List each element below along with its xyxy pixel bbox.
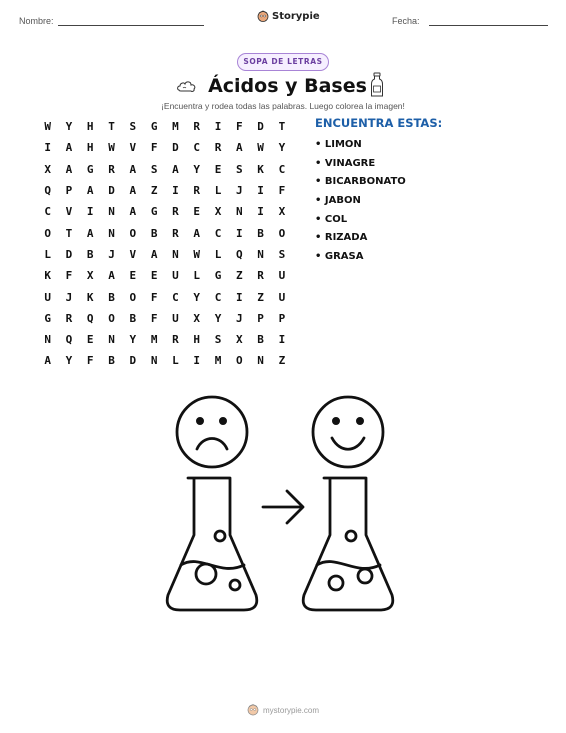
word-list-item: • COL — [315, 213, 348, 225]
page-title: Ácidos y Bases — [208, 75, 367, 97]
happy-face-icon — [313, 397, 383, 467]
grid-letter[interactable]: C — [278, 162, 286, 176]
grid-letter[interactable]: J — [236, 184, 243, 198]
grid-letter[interactable]: S — [236, 162, 243, 176]
grid-letter[interactable]: Q — [86, 311, 94, 325]
grid-letter[interactable]: Q — [65, 333, 73, 347]
grid-letter[interactable]: I — [214, 120, 222, 134]
grid-letter[interactable]: Y — [278, 141, 286, 155]
milk-bottle-icon — [370, 72, 384, 98]
grid-letter[interactable]: L — [214, 247, 222, 261]
grid-letter[interactable]: Y — [65, 354, 73, 368]
storypie-mascot-icon — [257, 10, 269, 22]
grid-letter[interactable]: R — [172, 205, 179, 219]
grid-letter[interactable]: I — [236, 226, 243, 240]
grid-letter[interactable]: T — [108, 120, 115, 134]
grid-letter[interactable]: J — [236, 311, 243, 325]
grid-letter[interactable]: E — [86, 333, 94, 347]
grid-letter[interactable]: A — [44, 354, 51, 368]
grid-letter[interactable]: N — [172, 247, 179, 261]
word-list-item: • RIZADA — [315, 232, 368, 244]
grid-letter[interactable]: E — [150, 269, 158, 283]
grid-letter[interactable]: U — [172, 269, 179, 283]
grid-letter[interactable]: G — [44, 311, 51, 325]
sad-face-icon — [177, 397, 247, 467]
grid-letter[interactable]: Z — [150, 184, 158, 198]
grid-letter[interactable]: R — [108, 162, 115, 176]
grid-letter[interactable]: E — [214, 162, 222, 176]
grid-letter[interactable]: M — [150, 333, 158, 347]
storypie-mascot-icon — [247, 703, 259, 717]
grid-letter[interactable]: B — [86, 247, 94, 261]
grid-letter[interactable]: O — [129, 290, 137, 304]
grid-letter[interactable]: D — [129, 354, 137, 368]
word-list-item: • GRASA — [315, 251, 364, 263]
grid-letter[interactable]: R — [193, 120, 201, 134]
grid-letter[interactable]: R — [172, 226, 179, 240]
grid-letter[interactable]: Z — [257, 290, 264, 304]
grid-letter[interactable]: Q — [236, 247, 243, 261]
grid-letter[interactable]: S — [150, 162, 158, 176]
grid-letter[interactable]: R — [214, 141, 222, 155]
grid-letter[interactable]: C — [193, 141, 201, 155]
word-search-grid[interactable] — [37, 116, 293, 372]
grid-letter[interactable]: H — [86, 141, 94, 155]
grid-letter[interactable]: X — [214, 205, 222, 219]
grid-letter[interactable]: A — [86, 184, 94, 198]
grid-letter[interactable]: R — [193, 184, 201, 198]
date-field-line[interactable] — [429, 25, 548, 26]
grid-letter[interactable]: D — [172, 141, 179, 155]
grid-letter[interactable]: R — [65, 311, 73, 325]
grid-letter[interactable]: Y — [214, 311, 222, 325]
grid-letter[interactable]: I — [278, 333, 286, 347]
grid-letter[interactable]: S — [214, 333, 222, 347]
grid-letter[interactable]: Y — [193, 290, 201, 304]
grid-letter[interactable]: P — [65, 184, 73, 198]
grid-letter[interactable]: K — [44, 269, 51, 283]
word-list-title: ENCUENTRA ESTAS: — [315, 116, 443, 130]
grid-letter[interactable]: V — [129, 247, 137, 261]
grid-letter[interactable]: F — [236, 120, 243, 134]
grid-letter[interactable]: R — [172, 333, 179, 347]
grid-letter[interactable]: W — [44, 120, 51, 134]
grid-letter[interactable]: S — [129, 120, 137, 134]
name-label: Nombre: — [19, 16, 54, 26]
grid-letter[interactable]: L — [44, 247, 51, 261]
grid-letter[interactable]: N — [44, 333, 51, 347]
grid-letter[interactable]: B — [257, 333, 264, 347]
grid-letter[interactable]: R — [257, 269, 264, 283]
grid-letter[interactable]: N — [236, 205, 243, 219]
grid-letter[interactable]: K — [86, 290, 94, 304]
grid-letter[interactable]: F — [150, 311, 158, 325]
grid-letter[interactable]: A — [150, 247, 158, 261]
grid-letter[interactable]: I — [44, 141, 51, 155]
name-field-line[interactable] — [58, 25, 204, 26]
grid-letter[interactable]: A — [86, 226, 94, 240]
grid-letter[interactable]: O — [278, 226, 286, 240]
grid-letter[interactable]: U — [44, 290, 51, 304]
grid-letter[interactable]: B — [108, 290, 115, 304]
grid-letter[interactable]: L — [172, 354, 179, 368]
grid-letter[interactable]: J — [65, 290, 73, 304]
grid-letter[interactable]: C — [214, 226, 222, 240]
grid-letter[interactable]: D — [257, 120, 264, 134]
word-list — [315, 116, 442, 267]
grid-letter[interactable]: G — [150, 205, 158, 219]
grid-letter[interactable]: A — [65, 162, 73, 176]
grid-letter[interactable]: F — [278, 184, 286, 198]
grid-letter[interactable]: U — [172, 311, 179, 325]
grid-letter[interactable]: J — [108, 247, 115, 261]
base-flask-icon — [303, 478, 393, 610]
grid-letter[interactable]: X — [278, 205, 286, 219]
footer — [0, 703, 566, 717]
grid-letter[interactable]: D — [65, 247, 73, 261]
grid-letter[interactable]: I — [257, 205, 264, 219]
title-row — [0, 72, 566, 100]
acid-flask-icon — [167, 478, 257, 610]
grid-letter[interactable]: N — [108, 205, 115, 219]
grid-letter[interactable]: I — [172, 184, 179, 198]
grid-letter[interactable]: W — [193, 247, 201, 261]
grid-letter[interactable]: O — [236, 354, 243, 368]
grid-letter[interactable]: C — [172, 290, 179, 304]
grid-letter[interactable]: M — [172, 120, 179, 134]
word-list-item: • LIMON — [315, 139, 362, 150]
grid-letter[interactable]: Y — [129, 333, 137, 347]
grid-letter[interactable]: O — [108, 311, 115, 325]
grid-letter[interactable]: N — [257, 247, 264, 261]
grid-letter[interactable]: G — [214, 269, 222, 283]
grid-letter[interactable]: L — [214, 184, 222, 198]
grid-letter[interactable]: H — [193, 333, 201, 347]
grid-letter[interactable]: Y — [65, 120, 73, 134]
grid-letter[interactable]: A — [236, 141, 243, 155]
brand-name: Storypie — [272, 10, 320, 22]
arrow-right-icon — [263, 491, 303, 523]
grid-letter[interactable]: P — [257, 311, 264, 325]
foam-cloud-icon — [176, 78, 198, 94]
grid-letter[interactable]: A — [108, 269, 115, 283]
grid-letter[interactable]: V — [129, 141, 137, 155]
grid-letter[interactable]: V — [65, 205, 73, 219]
grid-letter[interactable]: O — [44, 226, 51, 240]
grid-letter[interactable]: N — [257, 354, 264, 368]
acid-base-illustration[interactable] — [150, 385, 410, 620]
worksheet-header — [0, 0, 566, 34]
grid-letter[interactable]: B — [150, 226, 158, 240]
grid-letter[interactable]: A — [172, 162, 179, 176]
grid-letter[interactable]: X — [44, 162, 51, 176]
grid-letter[interactable]: P — [278, 311, 286, 325]
grid-letter[interactable]: W — [257, 141, 264, 155]
grid-letter[interactable]: F — [65, 269, 73, 283]
instructions: ¡Encuentra y rodea todas las palabras. Luego colorea la imagen! — [161, 101, 405, 111]
grid-letter[interactable]: M — [214, 354, 222, 368]
word-list-item: • VINAGRE — [315, 157, 376, 169]
grid-letter[interactable]: H — [86, 120, 94, 134]
grid-letter[interactable]: L — [193, 269, 201, 283]
grid-letter[interactable]: I — [193, 354, 201, 368]
grid-letter[interactable]: I — [236, 290, 243, 304]
grid-letter[interactable]: C — [214, 290, 222, 304]
grid-letter[interactable]: A — [129, 184, 137, 198]
grid-letter[interactable]: Q — [44, 184, 51, 198]
grid-letter[interactable]: I — [257, 184, 264, 198]
grid-letter[interactable]: D — [108, 184, 115, 198]
grid-letter[interactable]: B — [108, 354, 115, 368]
grid-letter[interactable]: I — [86, 205, 94, 219]
grid-letter[interactable]: F — [86, 354, 94, 368]
date-label: Fecha: — [392, 16, 420, 26]
grid-letter[interactable]: Z — [236, 269, 243, 283]
grid-letter[interactable]: A — [129, 162, 137, 176]
grid-letter[interactable]: U — [278, 290, 286, 304]
grid-letter[interactable]: O — [129, 226, 137, 240]
grid-letter[interactable]: A — [129, 205, 137, 219]
grid-letter[interactable]: B — [129, 311, 137, 325]
word-list-item: • JABON — [315, 195, 361, 207]
grid-letter[interactable]: K — [257, 162, 264, 176]
word-list-item: • BICARBONATO — [315, 176, 406, 188]
word-list-items — [315, 136, 442, 267]
grid-letter[interactable]: E — [193, 205, 201, 219]
grid-letter[interactable]: T — [65, 226, 73, 240]
brand-logo — [257, 10, 320, 22]
grid-letter[interactable]: Z — [278, 354, 286, 368]
activity-badge: SOPA DE LETRAS — [237, 53, 329, 71]
grid-letter[interactable]: C — [44, 205, 51, 219]
grid-letter[interactable]: F — [150, 290, 158, 304]
grid-letter[interactable]: X — [193, 311, 201, 325]
grid-letter[interactable]: B — [257, 226, 264, 240]
grid-letter[interactable]: E — [129, 269, 137, 283]
grid-letter[interactable]: N — [108, 333, 115, 347]
grid-letter[interactable]: A — [193, 226, 201, 240]
grid-letter[interactable]: N — [150, 354, 158, 368]
grid-letter[interactable]: G — [150, 120, 158, 134]
footer-url[interactable]: mystorypie.com — [262, 705, 319, 715]
grid-letter[interactable]: G — [86, 162, 94, 176]
grid-letter[interactable]: A — [65, 141, 73, 155]
grid-letter[interactable]: T — [278, 120, 286, 134]
grid-letter[interactable]: F — [150, 141, 158, 155]
grid-letter[interactable]: S — [278, 247, 286, 261]
grid-letter[interactable]: W — [108, 141, 115, 155]
grid-letter[interactable]: Y — [193, 162, 201, 176]
grid-letter[interactable]: N — [108, 226, 115, 240]
grid-letter[interactable]: X — [236, 333, 243, 347]
grid-letter[interactable]: X — [86, 269, 94, 283]
grid-letter[interactable]: U — [278, 269, 286, 283]
